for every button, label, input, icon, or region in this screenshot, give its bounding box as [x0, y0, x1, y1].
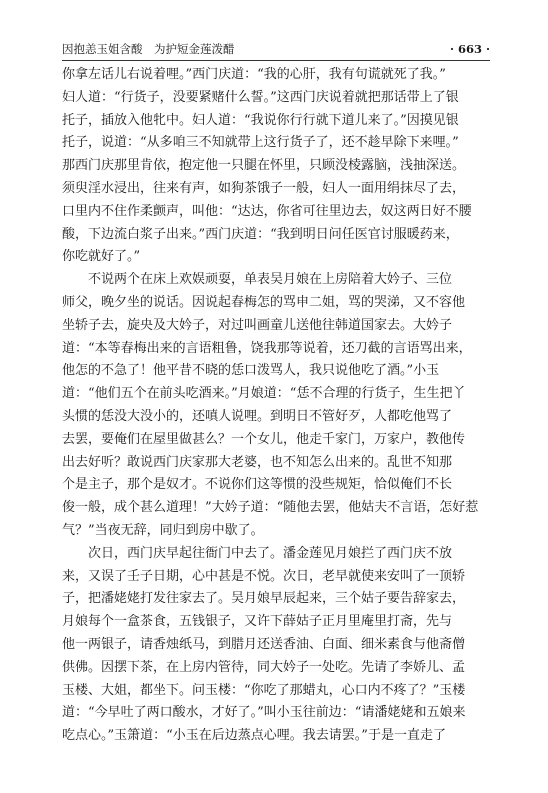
- text-line: 道：“他们五个在前头吃酒来。”月娘道：“恁不合理的行货子，生生把丫: [62, 386, 466, 402]
- text-line: 俊一般，成个甚么道理！”大妗子道：“随他去罢，他姑夫不言语，怎好惹: [62, 500, 479, 516]
- paragraph-first-line: 次日，西门庆早起往衙门中去了。潘金莲见月娘拦了西门庆不放: [88, 545, 453, 561]
- text-line: 那西门庆那里肯依，抱定他一只腿在怀里，只顾没棱露脑，浅抽深送。: [62, 158, 466, 174]
- text-line: 玉楼、大姐，都坐下。问玉楼：“你吃了那蜡丸，心口内不疼了？”玉楼: [62, 682, 466, 698]
- text-line: 子，把潘姥姥打发往家去了。吴月娘早辰起来，三个姑子要告辞家去，: [62, 591, 466, 607]
- paragraph-first-line: 不说两个在床上欢娱顽耍，单表吴月娘在上房陪着大妗子、三位: [88, 272, 453, 288]
- text-line: 妇人道：“行货子，没要紧赌什么誓。”这西门庆说着就把那话带上了银: [62, 89, 459, 105]
- text-line: 道：“今早吐了两口酸水，才好了。”叫小玉往前边：“请潘姥姥和五娘来: [62, 705, 466, 721]
- text-line: 他一两银子，请香烛纸马，到腊月还送香油、白面、细米素食与他斋僧: [62, 636, 466, 652]
- text-line: 道：“本等春梅出来的言语粗鲁，饶我那等说着，还刀截的言语骂出来，: [62, 340, 472, 356]
- page-header: [62, 40, 490, 58]
- text-line: 来，又误了壬子日期，心中甚是不悦。次日，老早就使来安叫了一顶轿: [62, 568, 466, 584]
- text-line: 坐轿子去，旋央及大妗子，对过叫画童儿送他往韩道国家去。大妗子: [62, 317, 453, 333]
- text-line: 须臾淫水浸出，往来有声，如狗茶饿子一般，妇人一面用绢抹尽了去，: [62, 180, 466, 196]
- text-line: 酸，下边流白浆子出来。”西门庆道：“我到明日问任医官讨服暖药来，: [62, 226, 459, 242]
- text-line: 出去好听？敢说西门庆家那大老婆，也不知怎么出来的。乱世不知那: [62, 454, 453, 470]
- text-line: 头惯的恁没大没小的，还嗔人说哩。到明日不管好歹，人都吃他骂了: [62, 408, 453, 424]
- text-line: 月娘每个一盒茶食，五钱银子，又许下薛姑子正月里庵里打斋，先与: [62, 614, 453, 630]
- body-text: [62, 64, 490, 748]
- text-line: 他怎的不急了！他平昔不晓的恁口泼骂人，我只说他吃了酒。”小玉: [62, 363, 440, 379]
- text-line: 去罢，要俺们在屋里做甚么？一个女儿，他走千家门，万家户，教他传: [62, 431, 466, 447]
- text-line: 你拿左话儿右说着哩。”西门庆道：“我的心肝，我有句谎就死了我。”: [62, 67, 446, 82]
- text-line: 师父，晚夕坐的说话。因说起春梅怎的骂申二姐，骂的哭涕，又不容他: [62, 294, 466, 310]
- text-line: 托子，说道：“从多咱三不知就带上这行货子了，还不趁早除下来哩。”: [62, 135, 459, 151]
- text-line: 托子，插放入他牝中。妇人道：“我说你行行就下道儿来了。”因摸见银: [62, 112, 459, 128]
- header-rule: [62, 60, 490, 61]
- page-number: · 663 ·: [449, 42, 490, 56]
- text-line: 供佛。因摆下茶，在上房内管待，同大妗子一处吃。先请了李娇儿、孟: [62, 659, 466, 675]
- text-line: 个是主子，那个是奴才。不说你们这等惯的没些规矩，恰似俺们不长: [62, 477, 453, 493]
- text-line: 口里内不住作柔颤声，叫他：“达达，你省可往里边去，奴这两日好不腰: [62, 203, 472, 219]
- text-line: 你吃就好了。”: [62, 249, 141, 265]
- text-line: 气？”当夜无辞，同归到房中歇了。: [62, 522, 264, 538]
- running-title: 因抱恙玉姐含酸 为护短金莲泼醋: [62, 42, 235, 56]
- text-line: 吃点心。”玉箫道：“小玉在后边蒸点心哩。我去请罢。”于是一直走了: [62, 728, 446, 744]
